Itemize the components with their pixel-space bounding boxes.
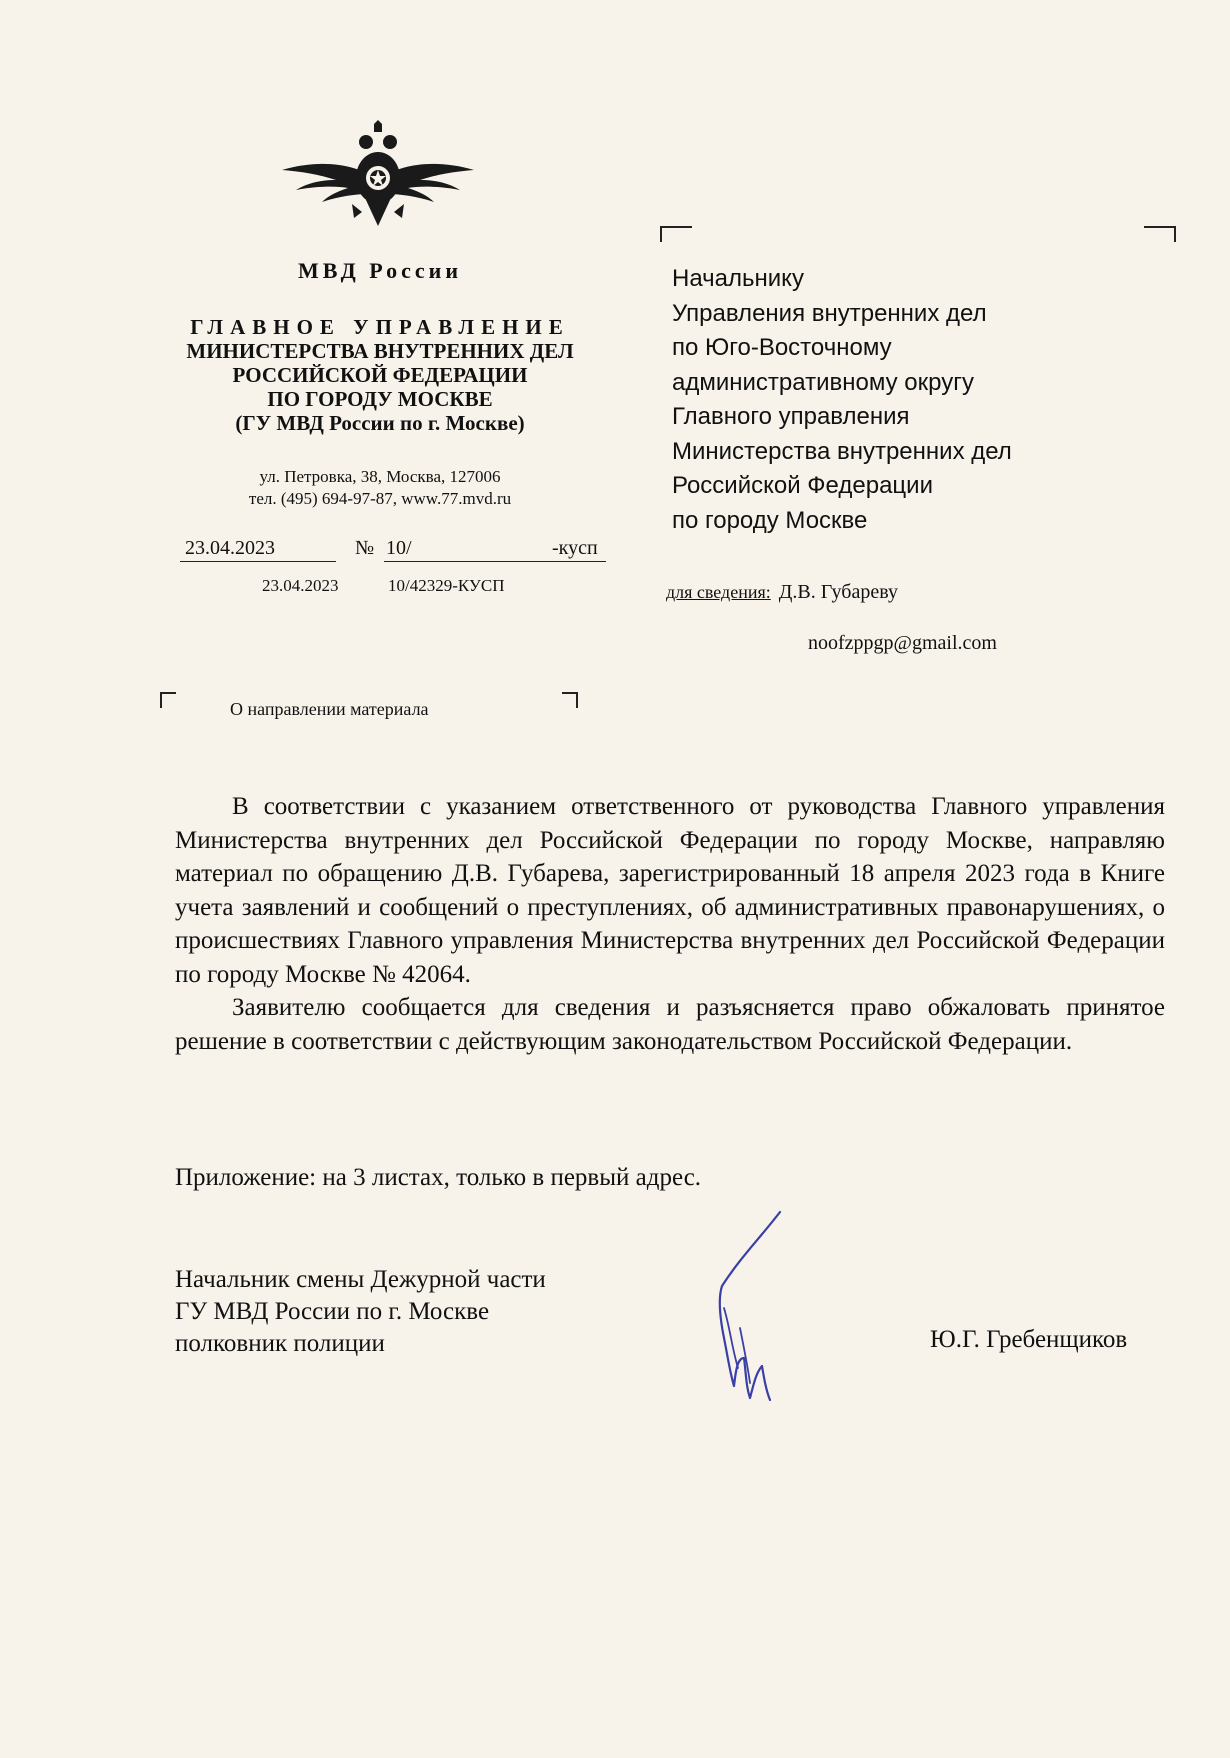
letter-subject: О направлении материала xyxy=(230,699,429,719)
copy-to xyxy=(666,581,898,604)
subject-corner-left xyxy=(160,692,176,708)
subject-corner-right xyxy=(562,692,578,708)
signer-name: Ю.Г. Гребенщиков xyxy=(930,1326,1128,1353)
registration-suffix: -кусп xyxy=(552,537,598,559)
signer-position-line: ГУ МВД России по г. Москве xyxy=(175,1298,490,1325)
addressee-line: по городу Москве xyxy=(672,506,868,534)
body-paragraph: В соответствии с указанием ответственного от руководства Главного управления Министерства внутренних дел Российской Федерации по городу Москве, направляю материал по обращению Д.В. Губарева, зарегистрированный 18 апреля 2023 года в Книге учета заявлений и сообщений о преступлениях, об административных правонарушениях, о происшествиях Главного управления Министерства внутренних дел Российской Федерации по городу Москве № 42064. xyxy=(175,793,1165,988)
addressee-line: по Юго-Восточному xyxy=(672,334,892,361)
number-underline xyxy=(384,561,606,562)
addressee-line: Российской Федерации xyxy=(672,472,933,499)
letter-body xyxy=(175,790,1165,1058)
signer-position-line: полковник полиции xyxy=(175,1330,385,1357)
org-line: МИНИСТЕРСТВА ВНУТРЕННИХ ДЕЛ xyxy=(186,339,574,363)
attachment-note: Приложение: на 3 листах, только в первый адрес. xyxy=(175,1164,702,1191)
org-line: ГЛАВНОЕ УПРАВЛЕНИЕ xyxy=(190,315,570,339)
org-line: ПО ГОРОДУ МОСКВЕ xyxy=(267,387,493,411)
addressee-block xyxy=(672,262,1012,538)
addressee-line: административному округу xyxy=(672,368,974,396)
registration-number: 10/ xyxy=(386,537,412,559)
mvd-emblem-icon xyxy=(278,120,478,230)
addressee-line: Министерства внутренних дел xyxy=(672,437,1012,465)
copy-to-name: Д.В. Губареву xyxy=(778,581,898,603)
stamp-number: 10/42329-КУСП xyxy=(388,576,505,595)
street-address: ул. Петровка, 38, Москва, 127006 xyxy=(259,467,501,486)
signer-position-line: Начальник смены Дежурной части xyxy=(175,1266,546,1293)
ministry-short-name: МВД России xyxy=(297,258,462,283)
addressee-corner-left xyxy=(660,226,692,242)
date-underline xyxy=(180,561,336,562)
copy-to-label: для сведения: xyxy=(666,582,771,602)
body-paragraph: Заявителю сообщается для сведения и разъясняется право обжаловать принятое решение в соответствии с действующим законодательством Российской Федерации. xyxy=(175,994,1165,1055)
registration-date: 23.04.2023 xyxy=(185,537,275,559)
addressee-corner-right xyxy=(1144,226,1176,242)
organization-name xyxy=(140,315,620,435)
addressee-line: Главного управления xyxy=(672,403,910,430)
addressee-line: Начальнику xyxy=(672,265,804,292)
org-line: РОССИЙСКОЙ ФЕДЕРАЦИИ xyxy=(232,363,528,387)
stamp-date: 23.04.2023 xyxy=(262,576,339,595)
email-address: noofzppgp@gmail.com xyxy=(808,632,997,654)
number-label: № xyxy=(355,537,375,559)
signer-position xyxy=(175,1264,546,1360)
contact-info: тел. (495) 694-97-87, www.77.mvd.ru xyxy=(248,489,512,508)
organization-address xyxy=(140,466,620,510)
handwritten-signature xyxy=(710,1208,810,1408)
addressee-line: Управления внутренних дел xyxy=(672,299,987,327)
org-line: (ГУ МВД России по г. Москве) xyxy=(235,411,525,435)
